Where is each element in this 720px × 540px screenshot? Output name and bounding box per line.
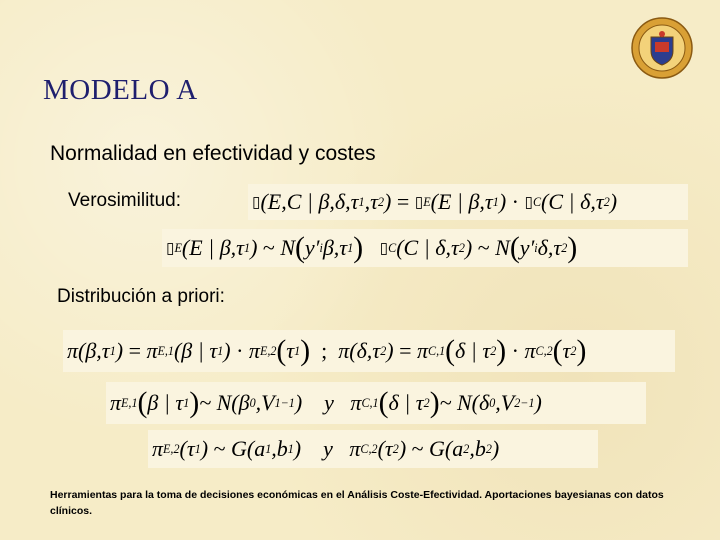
prior-gammas-equation: π E,2 (τ 1 ) ~ G(a 1 ,b 1 ) y π C,2 (τ 2 ) ~ G(a 2 ,b 2 ) (148, 430, 598, 468)
prior-factorization-equation: π(β,τ 1 ) = π E,1 (β | τ 1 ) · π E,2 ( τ 1 ) ; π(δ,τ 2 ) = π C,1 ( δ | τ 2 ) · π C,2 ( τ 2 ) (63, 330, 675, 372)
normals-equation: ▯ E (E | β,τ 1 ) ~ N ( y′ i β,τ 1 ) ▯ C (C | δ,τ 2 ) ~ N ( y′ i δ,τ 2 ) (162, 229, 688, 267)
prior-normals-equation: π E,1 ( β | τ 1 ) ~ N(β 0 ,V 1 −1 ) y π C,1 ( δ | τ 2 ) ~ N(δ 0 ,V 2 −1 ) (106, 382, 646, 424)
university-seal-logo (631, 17, 693, 79)
likelihood-label: Verosimilitud: (68, 190, 181, 211)
footer-text: Herramientas para la toma de decisiones económicas en el Análisis Coste-Efectividad. Aportaciones bayesianas con datos clínicos. (50, 489, 664, 517)
prior-label: Distribución a priori: (57, 286, 225, 307)
section-subtitle: Normalidad en efectividad y costes (50, 142, 376, 165)
page-title: MODELO A (43, 74, 198, 106)
likelihood-equation: ▯ (E,C | β,δ,τ 1 ,τ 2 ) = ▯ E (E | β,τ 1 ) · ▯ C (C | δ,τ 2 ) (248, 184, 688, 220)
